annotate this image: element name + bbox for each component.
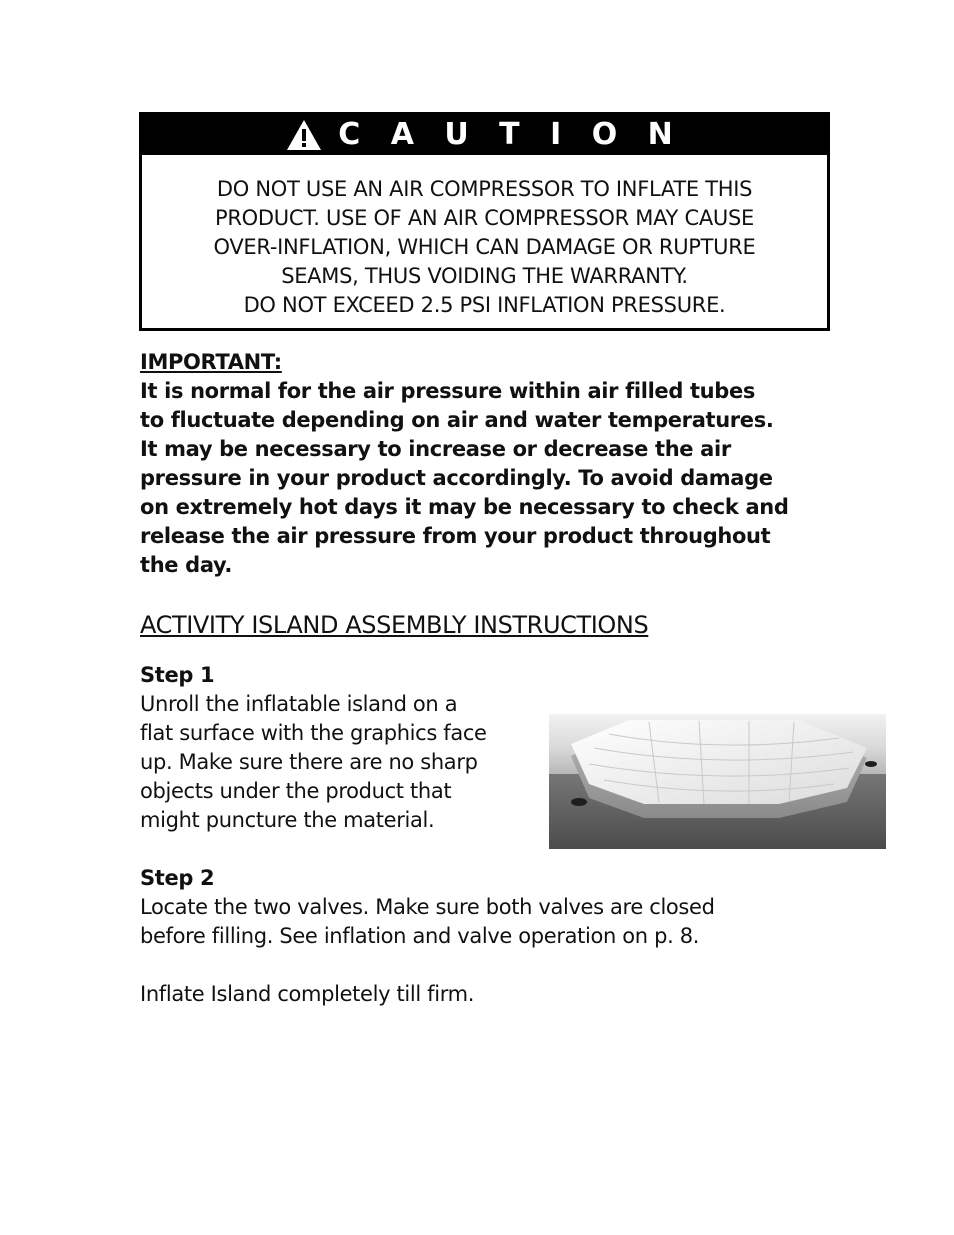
caution-line: DO NOT USE AN AIR COMPRESSOR TO INFLATE THIS bbox=[216, 177, 753, 201]
step-2 bbox=[140, 864, 715, 951]
step-text-line: Locate the two valves. Make sure both valves are closed bbox=[140, 895, 715, 919]
step-heading: Step 1 bbox=[140, 663, 215, 687]
caution-title: C A U T I O N bbox=[338, 117, 683, 152]
section-title: ACTIVITY ISLAND ASSEMBLY INSTRUCTIONS bbox=[140, 611, 649, 639]
important-line: release the air pressure from your product throughout bbox=[140, 524, 771, 548]
caution-text bbox=[142, 155, 827, 320]
warning-triangle-icon bbox=[286, 119, 322, 151]
step-heading: Step 2 bbox=[140, 866, 215, 890]
important-label: IMPORTANT: bbox=[140, 350, 282, 374]
caution-line: DO NOT EXCEED 2.5 PSI INFLATION PRESSURE. bbox=[243, 293, 726, 317]
important-line: pressure in your product accordingly. To avoid damage bbox=[140, 466, 773, 490]
step-text-line: before filling. See inflation and valve operation on p. 8. bbox=[140, 924, 700, 948]
inflatable-island-photo bbox=[549, 714, 886, 849]
important-line: on extremely hot days it may be necessary to check and bbox=[140, 495, 789, 519]
step-text-line: objects under the product that bbox=[140, 779, 452, 803]
caution-line: OVER-INFLATION, WHICH CAN DAMAGE OR RUPTURE bbox=[213, 235, 756, 259]
caution-line: SEAMS, THUS VOIDING THE WARRANTY. bbox=[281, 264, 688, 288]
important-line: It is normal for the air pressure within air filled tubes bbox=[140, 379, 755, 403]
important-notice bbox=[140, 348, 830, 580]
caution-header bbox=[142, 115, 827, 155]
step-text-line: Unroll the inflatable island on a bbox=[140, 692, 458, 716]
important-line: It may be necessary to increase or decrease the air bbox=[140, 437, 731, 461]
important-line: the day. bbox=[140, 553, 233, 577]
step-text-line: flat surface with the graphics face bbox=[140, 721, 487, 745]
caution-line: PRODUCT. USE OF AN AIR COMPRESSOR MAY CAUSE bbox=[215, 206, 754, 230]
inflate-note: Inflate Island completely till firm. bbox=[140, 982, 475, 1006]
important-line: to fluctuate depending on air and water temperatures. bbox=[140, 408, 774, 432]
step-text-line: up. Make sure there are no sharp bbox=[140, 750, 478, 774]
step-1 bbox=[140, 661, 487, 835]
caution-box bbox=[139, 112, 830, 331]
step-text-line: might puncture the material. bbox=[140, 808, 435, 832]
